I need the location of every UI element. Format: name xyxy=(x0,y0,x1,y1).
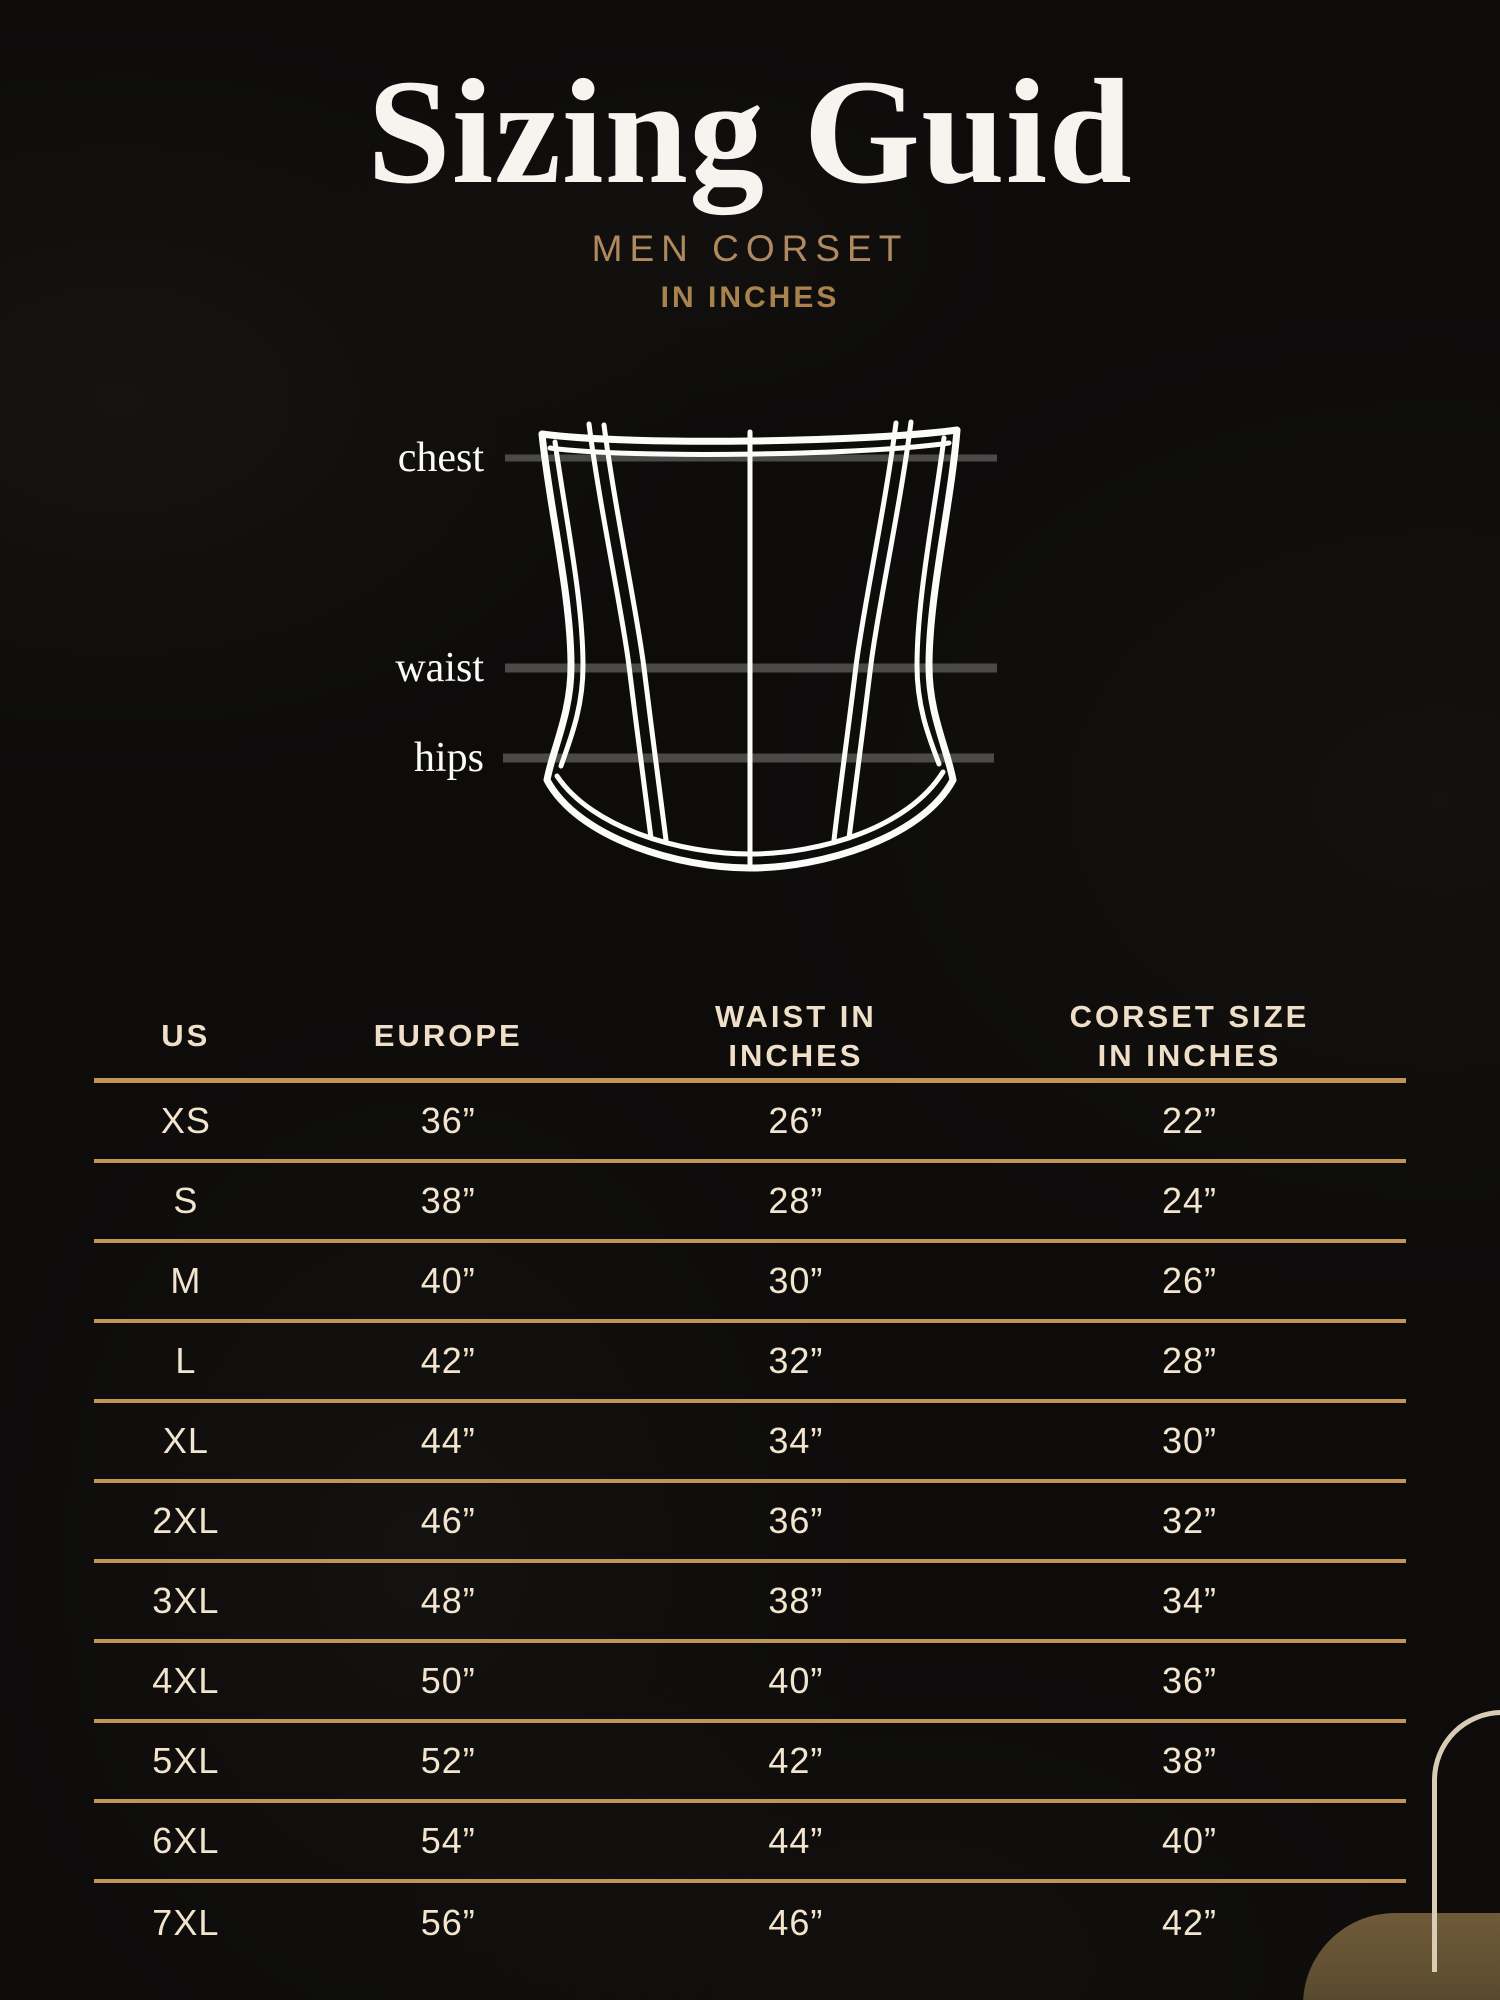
table-cell-corset: 30” xyxy=(1161,1420,1217,1461)
table-cell-europe: 38” xyxy=(420,1180,476,1221)
table-cell-europe: 52” xyxy=(420,1740,476,1781)
table-cell-europe: 48” xyxy=(420,1580,476,1621)
table-cell-waist: 30” xyxy=(768,1260,824,1301)
subtitle: MEN CORSET xyxy=(591,228,909,269)
table-cell-corset: 36” xyxy=(1161,1660,1217,1701)
table-cell-europe: 40” xyxy=(420,1260,476,1301)
table-cell-corset: 32” xyxy=(1161,1500,1217,1541)
corset-outline xyxy=(542,422,957,868)
table-cell-europe: 42” xyxy=(420,1340,476,1381)
table-header-row xyxy=(94,995,1406,1078)
table-row xyxy=(94,1803,1406,1883)
table-cell-europe: 56” xyxy=(420,1902,476,1943)
table-row xyxy=(94,1163,1406,1243)
table-cell-us: 4XL xyxy=(152,1660,220,1701)
table-cell-waist: 28” xyxy=(768,1180,824,1221)
table-cell-waist: 44” xyxy=(768,1820,824,1861)
table-cell-europe: 54” xyxy=(420,1820,476,1861)
table-cell-us: 5XL xyxy=(152,1740,220,1781)
table-cell-us: 7XL xyxy=(152,1902,220,1943)
table-cell-waist: 42” xyxy=(768,1740,824,1781)
page-title: Sizing Guid xyxy=(367,49,1133,215)
table-cell-corset: 28” xyxy=(1161,1340,1217,1381)
table-cell-corset: 34” xyxy=(1161,1580,1217,1621)
table-cell-waist: 46” xyxy=(768,1902,824,1943)
waist-label: waist xyxy=(395,645,484,691)
table-cell-waist: 38” xyxy=(768,1580,824,1621)
table-cell-us: XS xyxy=(160,1100,211,1141)
table-cell-us: 3XL xyxy=(152,1580,220,1621)
column-header-waist xyxy=(619,998,973,1076)
table-row xyxy=(94,1403,1406,1483)
table-cell-waist: 32” xyxy=(768,1340,824,1381)
table-body xyxy=(94,1083,1406,1963)
corner-outline-decoration xyxy=(1432,1710,1500,1972)
table-row xyxy=(94,1243,1406,1323)
table-cell-corset: 26” xyxy=(1161,1260,1217,1301)
column-header-europe xyxy=(278,1017,619,1056)
size-table xyxy=(94,995,1406,1963)
header-line: EUROPE xyxy=(373,1018,523,1054)
table-cell-corset: 24” xyxy=(1161,1180,1217,1221)
corset-right-boning xyxy=(849,422,911,838)
corset-right-boning-2 xyxy=(834,423,896,840)
table-cell-corset: 38” xyxy=(1161,1740,1217,1781)
table-cell-europe: 44” xyxy=(420,1420,476,1461)
table-cell-europe: 36” xyxy=(420,1100,476,1141)
table-cell-corset: 40” xyxy=(1161,1820,1217,1861)
table-row xyxy=(94,1723,1406,1803)
table-row xyxy=(94,1323,1406,1403)
table-cell-waist: 40” xyxy=(768,1660,824,1701)
column-header-corset-size xyxy=(973,998,1406,1076)
table-cell-corset: 42” xyxy=(1161,1902,1217,1943)
header-line: INCHES xyxy=(728,1037,864,1073)
table-row xyxy=(94,1083,1406,1163)
table-cell-corset: 22” xyxy=(1161,1100,1217,1141)
corset-left-boning-2 xyxy=(604,425,666,840)
header-line: WAIST IN xyxy=(715,998,877,1034)
table-cell-us: S xyxy=(173,1180,199,1221)
table-cell-us: L xyxy=(175,1340,197,1381)
table-cell-waist: 26” xyxy=(768,1100,824,1141)
table-row xyxy=(94,1483,1406,1563)
hips-label: hips xyxy=(413,735,484,781)
tagline: IN INCHES xyxy=(660,281,840,314)
corset-diagram xyxy=(380,410,1030,910)
table-cell-europe: 50” xyxy=(420,1660,476,1701)
table-row xyxy=(94,1643,1406,1723)
header-line: IN INCHES xyxy=(1097,1037,1282,1073)
table-row xyxy=(94,1563,1406,1643)
table-cell-europe: 46” xyxy=(420,1500,476,1541)
table-cell-us: XL xyxy=(162,1420,209,1461)
header-line: CORSET SIZE xyxy=(1069,998,1310,1034)
table-cell-us: 2XL xyxy=(152,1500,220,1541)
table-row xyxy=(94,1883,1406,1963)
table-cell-us: M xyxy=(170,1260,202,1301)
column-header-us xyxy=(94,1017,278,1056)
table-cell-waist: 34” xyxy=(768,1420,824,1461)
table-cell-waist: 36” xyxy=(768,1500,824,1541)
table-cell-us: 6XL xyxy=(152,1820,220,1861)
header-line: US xyxy=(161,1018,211,1054)
chest-label: chest xyxy=(397,435,484,481)
corset-left-boning xyxy=(589,424,651,838)
